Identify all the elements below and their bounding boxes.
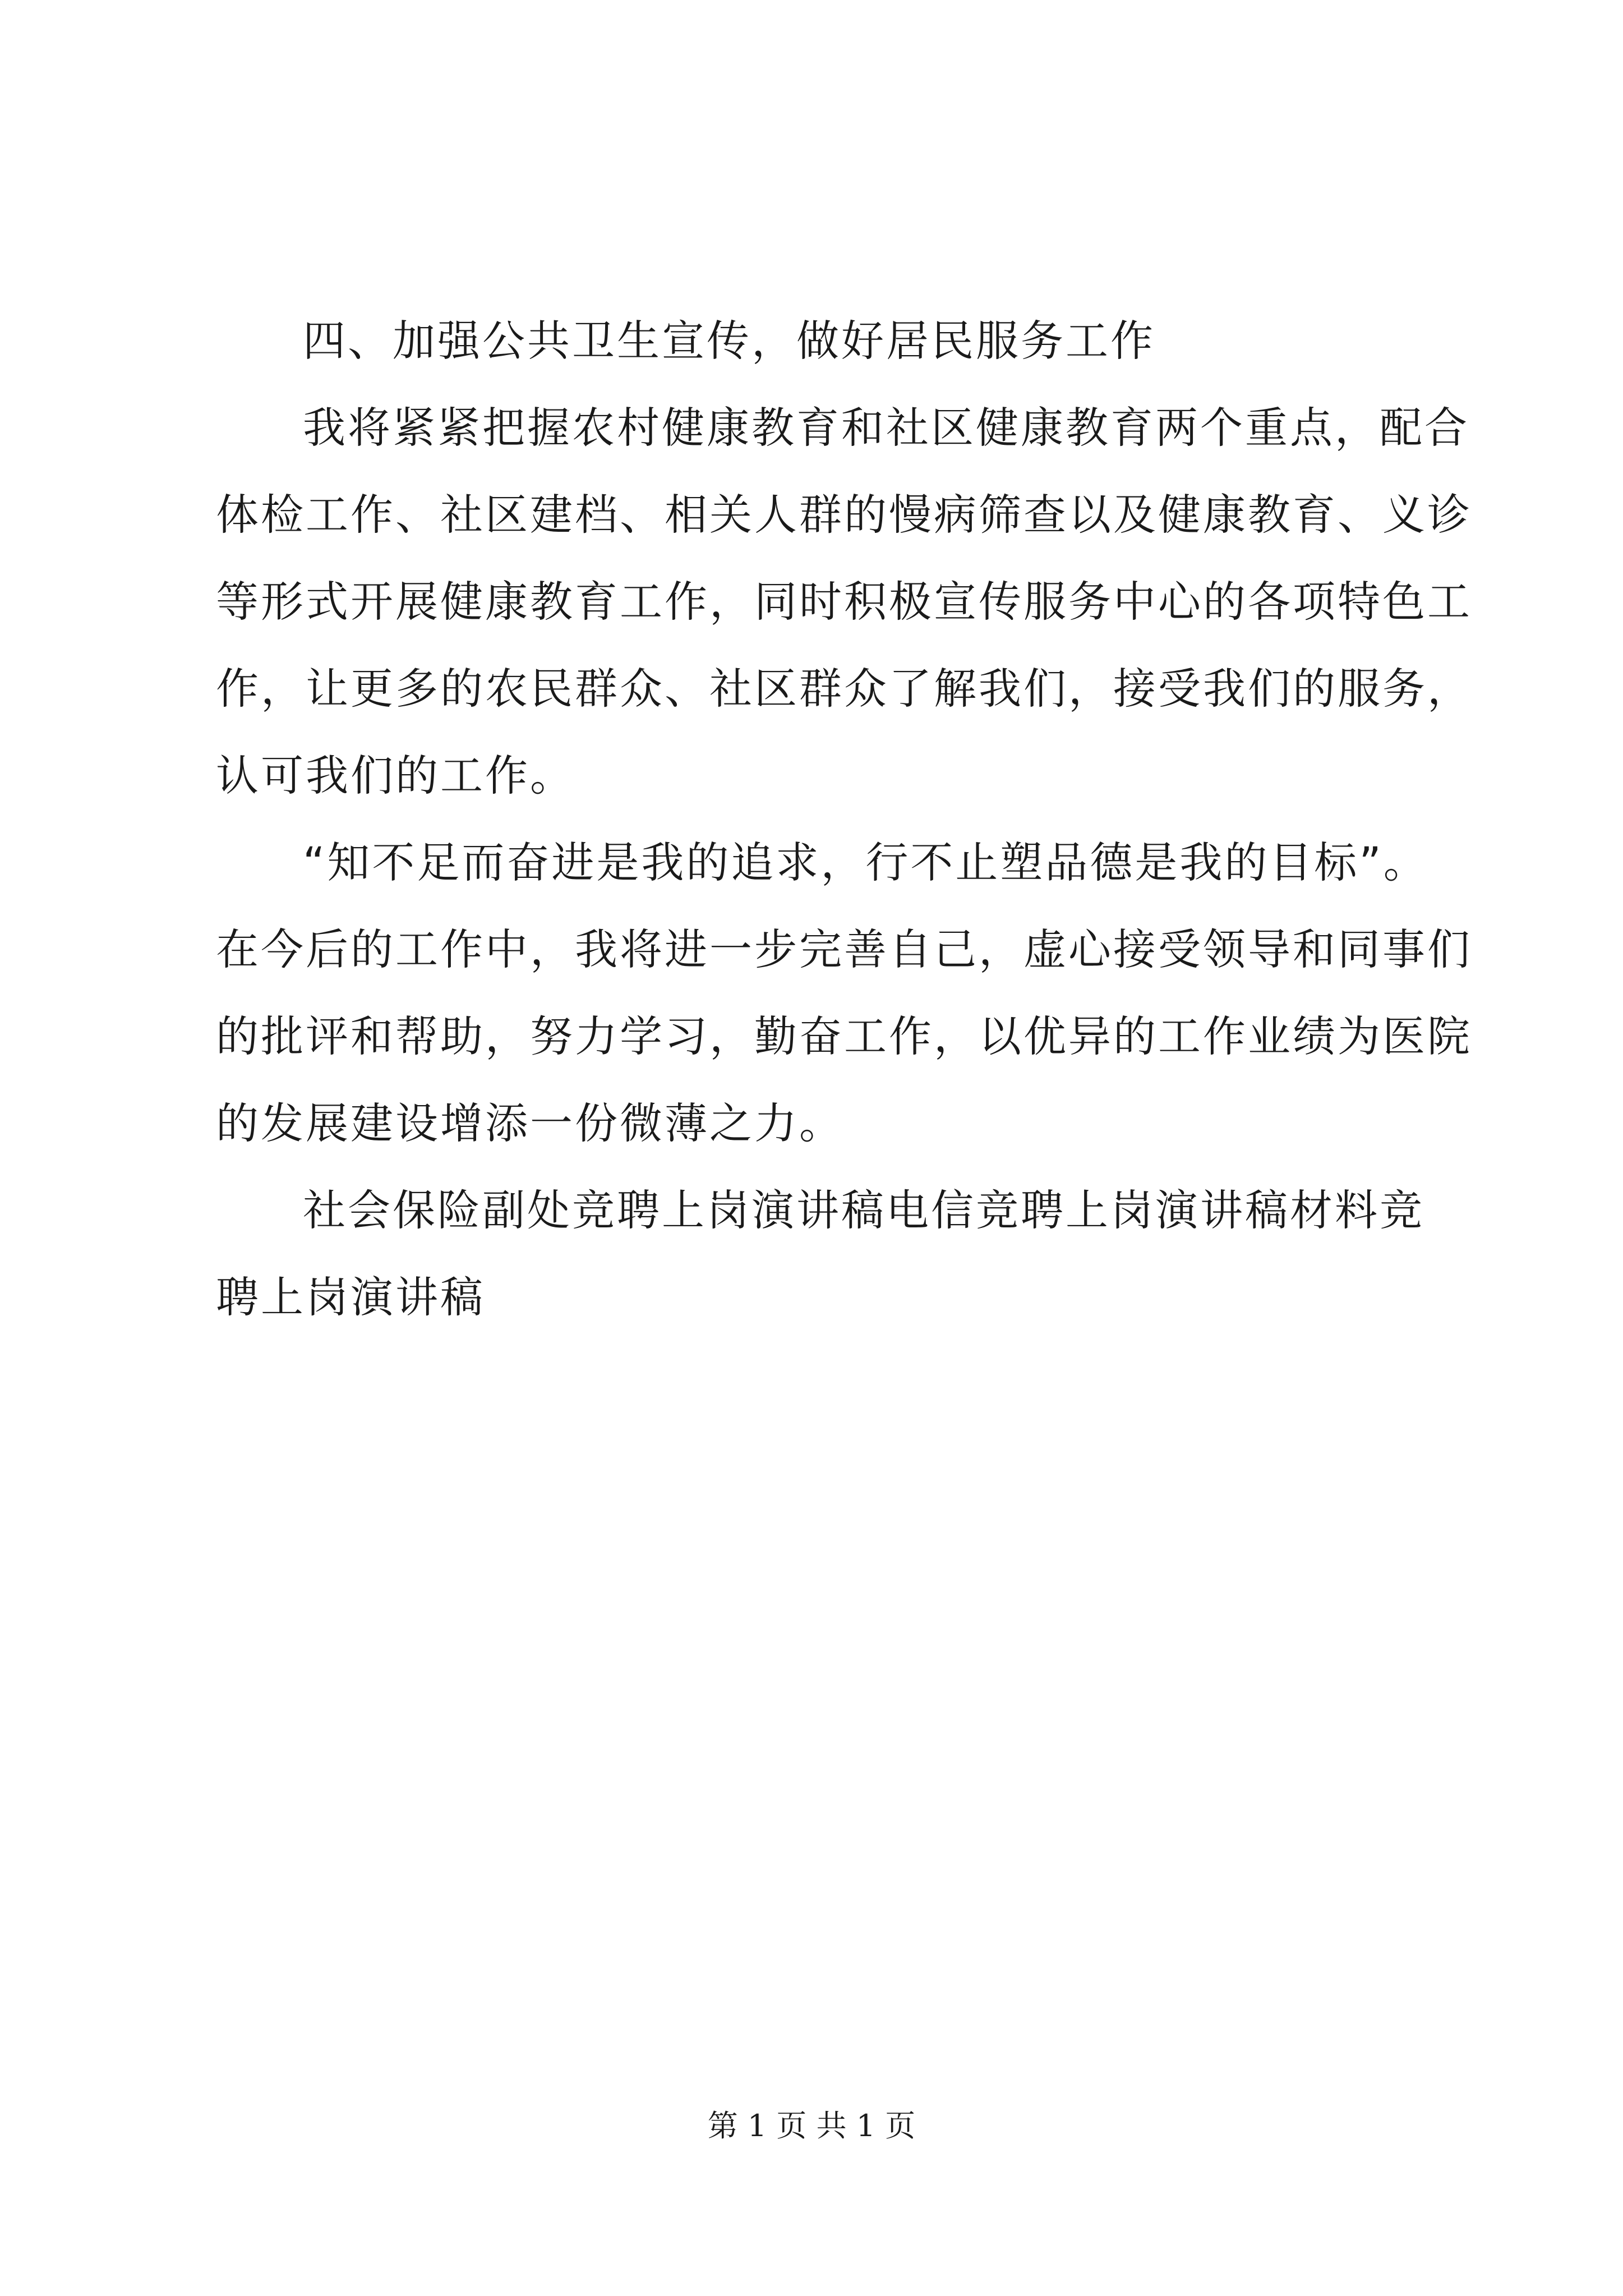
- paragraph-line: 等形式开展健康教育工作，同时积极宣传服务中心的各项特色工: [216, 577, 1472, 627]
- quote-line: “知不足而奋进是我的追求，行不止塑品德是我的目标”。: [303, 838, 1428, 887]
- document-body: [216, 297, 1472, 1341]
- page-number-footer: 第 1 页 共 1 页: [707, 2108, 916, 2143]
- paragraph-line: 作，让更多的农民群众、社区群众了解我们，接受我们的服务，: [216, 664, 1472, 714]
- paragraph-line: 的批评和帮助，努力学习，勤奋工作，以优异的工作业绩为医院: [216, 1011, 1472, 1061]
- paragraph-line: 体检工作、社区建档、相关人群的慢病筛查以及健康教育、义诊: [216, 490, 1472, 540]
- paragraph-line: 的发展建设增添一份微薄之力。: [216, 1098, 844, 1148]
- related-titles-line: 社会保险副处竞聘上岗演讲稿电信竞聘上岗演讲稿材料竞: [303, 1185, 1424, 1235]
- section-heading: 四、加强公共卫生宣传，做好居民服务工作: [303, 316, 1155, 366]
- related-titles-line: 聘上岗演讲稿: [216, 1272, 485, 1322]
- paragraph-line: 在今后的工作中，我将进一步完善自己，虚心接受领导和同事们: [216, 924, 1472, 974]
- paragraph-line: 我将紧紧把握农村健康教育和社区健康教育两个重点，配合: [303, 403, 1469, 453]
- paragraph-line: 认可我们的工作。: [216, 751, 575, 800]
